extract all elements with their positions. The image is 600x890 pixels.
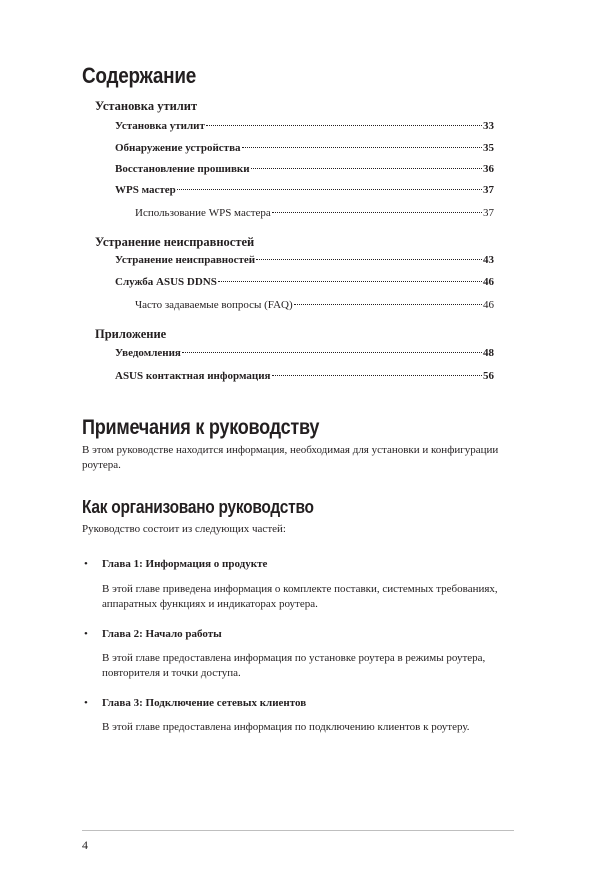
notes-text: В этом руководстве находится информация, необходимая для установки и конфигурации роутера. — [82, 444, 499, 471]
footer-divider — [82, 830, 514, 831]
toc-entry-label: Уведомления — [115, 347, 181, 359]
toc-entry-label: Служба ASUS DDNS — [115, 276, 217, 288]
toc-entry-page: 46 — [483, 276, 494, 288]
chapter-description: В этой главе предоставлена информация по подключению клиентов к роутеру. — [102, 721, 470, 733]
toc-entry-page: 37 — [483, 184, 494, 196]
toc-entry[interactable] — [115, 182, 494, 196]
toc-entry-page: 37 — [483, 207, 494, 219]
bullet: • — [84, 628, 88, 640]
page-number: 4 — [82, 838, 88, 852]
toc-leader-dots — [272, 365, 482, 376]
toc-group-title: Установка утилит — [95, 99, 198, 113]
toc-entry-page: 33 — [483, 120, 494, 132]
toc-entry-label: Обнаружение устройства — [115, 142, 241, 154]
toc-title: Содержание — [82, 63, 196, 88]
toc-entry[interactable] — [135, 205, 494, 219]
toc-leader-dots — [272, 202, 482, 213]
toc-entry[interactable] — [115, 161, 494, 175]
toc-leader-dots — [256, 249, 482, 260]
toc-leader-dots — [251, 158, 482, 169]
toc-entry-page: 43 — [483, 254, 494, 266]
chapter-title: Глава 3: Подключение сетевых клиентов — [102, 697, 307, 709]
toc-entry-label: Устранение неисправностей — [115, 254, 256, 266]
toc-leader-dots — [182, 342, 482, 353]
toc-entry-label: Часто задаваемые вопросы (FAQ) — [135, 299, 293, 311]
notes-title: Примечания к руководству — [82, 416, 320, 439]
toc-entry[interactable] — [115, 118, 494, 132]
toc-leader-dots — [218, 271, 482, 282]
toc-entry-page: 48 — [483, 347, 494, 359]
toc-entry-label: WPS мастер — [115, 184, 176, 196]
bullet: • — [84, 558, 88, 570]
toc-entry-label: Использование WPS мастера — [135, 207, 271, 219]
toc-entry[interactable] — [115, 345, 494, 359]
organization-intro: Руководство состоит из следующих частей: — [82, 523, 286, 535]
toc-entry[interactable] — [135, 297, 494, 311]
toc-group-title: Приложение — [95, 327, 167, 341]
toc-entry[interactable] — [115, 252, 494, 266]
toc-entry-label: Восстановление прошивки — [115, 163, 250, 175]
toc-leader-dots — [242, 137, 482, 148]
toc-entry-page: 36 — [483, 163, 494, 175]
toc-leader-dots — [294, 294, 482, 305]
toc-leader-dots — [206, 115, 482, 126]
chapter-description: В этой главе приведена информация о комплекте поставки, системных требованиях, аппаратных функциях и индикаторах роутера. — [102, 583, 498, 610]
toc-entry-page: 35 — [483, 142, 494, 154]
toc-entry-page: 46 — [483, 299, 494, 311]
organization-title: Как организовано руководство — [82, 497, 314, 517]
toc-group-title: Устранение неисправностей — [95, 235, 255, 249]
toc-leader-dots — [177, 179, 482, 190]
toc-entry[interactable] — [115, 368, 494, 382]
bullet: • — [84, 697, 88, 709]
chapter-description: В этой главе предоставлена информация по установке роутера в режимы роутера, повторителя и точки доступа. — [102, 652, 486, 679]
chapter-title: Глава 2: Начало работы — [102, 628, 222, 640]
chapter-title: Глава 1: Информация о продукте — [102, 558, 268, 570]
toc-entry-page: 56 — [483, 370, 494, 382]
toc-entry-label: Установка утилит — [115, 120, 205, 132]
toc-entry[interactable] — [115, 274, 494, 288]
toc-entry[interactable] — [115, 140, 494, 154]
toc-entry-label: ASUS контактная информация — [115, 370, 271, 382]
